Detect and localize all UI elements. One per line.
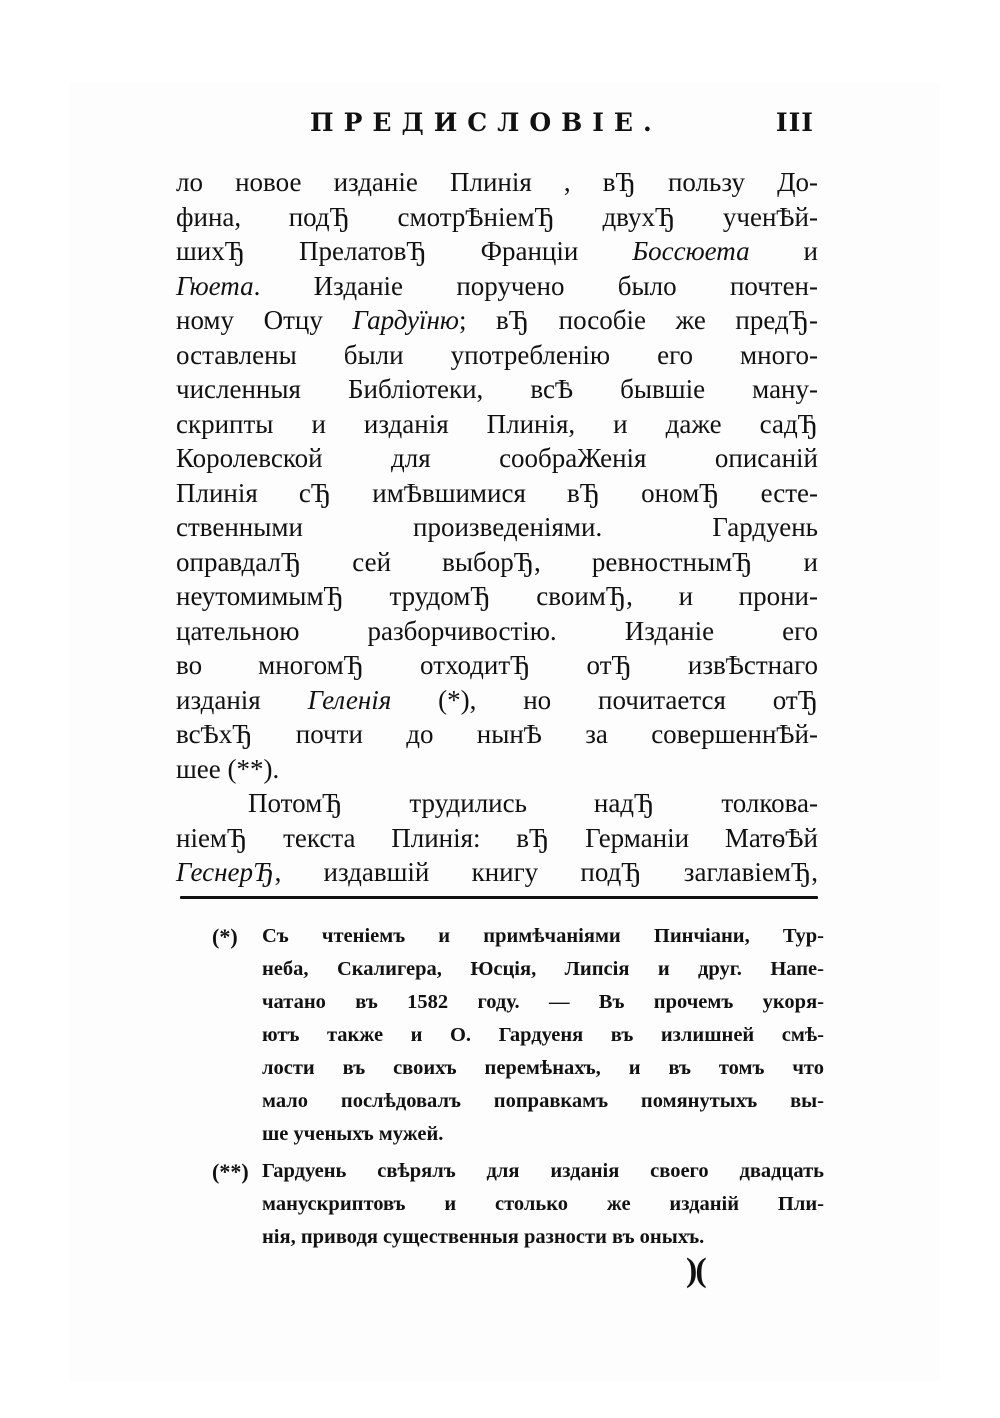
text-line: шихЂ ПрелатовЂ Франціи Боссюета и bbox=[176, 236, 818, 266]
text-line: оправдалЂ сей выборЂ, ревностнымЂ и bbox=[176, 546, 818, 577]
italic-name: ГеснерЂ bbox=[176, 857, 275, 887]
text-line: Плинія сЂ имѢвшимися вЂ ономЂ есте- bbox=[176, 477, 818, 508]
end-ornament: )( bbox=[686, 1252, 705, 1289]
italic-name: Геленія bbox=[307, 684, 392, 715]
footnote-line: Гардуень свѣрялъ для изданія своего двадцать bbox=[262, 1160, 824, 1182]
running-title: ПРЕДИСЛОВІЕ. bbox=[310, 108, 662, 137]
text-line: ГеснерЂ, издавшій книгу подЂ заглавіемЂ, bbox=[176, 857, 818, 887]
footnote-line: ше ученыхъ мужей. bbox=[262, 1123, 444, 1145]
text-line: фина, подЂ смотрѢніемЂ двухЂ ученѢй- bbox=[176, 201, 818, 232]
footnote-marker: (*) bbox=[212, 924, 238, 949]
text-line: Королевской для сообраЖенія описаній bbox=[176, 443, 818, 473]
footnote-line: мало послѣдовалъ поправкамъ помянутыхъ вы- bbox=[262, 1090, 824, 1112]
footnote-2 bbox=[212, 1155, 824, 1254]
text-line: ному Отцу Гардуïню; вЂ пособіе же предЂ- bbox=[176, 305, 818, 335]
page-number: III bbox=[775, 108, 814, 137]
footnote-separator-rule bbox=[180, 896, 818, 899]
text-line: численныя Библіотеки, всѢ бывшіе ману- bbox=[176, 374, 818, 404]
footnote-marker: (**) bbox=[212, 1159, 249, 1184]
footnote-line: нія, приводя существенныя разности въ оныхъ. bbox=[262, 1226, 705, 1248]
text-line: скрипты и изданія Плинія, и даже садЂ bbox=[176, 408, 818, 439]
text-line: цательною разборчивостію. Изданіе его bbox=[176, 615, 818, 646]
footnote-line: манускриптовъ и столько же изданій Пли- bbox=[262, 1193, 824, 1215]
footnote-line: чатано въ 1582 году. — Въ прочемъ укоря- bbox=[262, 991, 824, 1013]
footnote-line: лости въ своихъ перемѣнахъ, и въ томъ что bbox=[262, 1057, 824, 1079]
text-line: шее (**). bbox=[176, 753, 280, 784]
footnote-line: неба, Скалигера, Юсція, Липсія и друг. Напе- bbox=[262, 958, 824, 980]
footnote-line: Съ чтеніемъ и примѣчаніями Пинчіани, Тур- bbox=[262, 925, 824, 947]
text-line: изданія Геленія (*), но почитается отЂ bbox=[176, 684, 818, 715]
running-head bbox=[170, 108, 820, 148]
text-line: ственными произведеніями. Гардуень bbox=[176, 512, 818, 542]
text-line: всѢхЂ почти до нынѢ за совершеннѢй- bbox=[176, 719, 818, 749]
italic-name: Боссюета bbox=[632, 236, 750, 266]
text-line: неутомимымЂ трудомЂ своимЂ, и прони- bbox=[176, 581, 818, 611]
body-text bbox=[176, 165, 818, 890]
paragraph-start-line: ПотомЂ трудились надЂ толкова- bbox=[248, 788, 818, 818]
footnote-line: ютъ также и О. Гардуеня въ излишней смѣ- bbox=[262, 1024, 824, 1046]
footnote-1 bbox=[212, 920, 824, 1151]
footnotes bbox=[212, 920, 824, 1258]
italic-name: Гюета bbox=[176, 270, 254, 301]
text-line: ло новое изданіе Плинія , вЂ пользу До- bbox=[176, 167, 818, 197]
italic-name: Гардуïню bbox=[352, 305, 459, 335]
text-line: оставлены были употребленію его много- bbox=[176, 339, 818, 370]
text-line: во многомЂ отходитЂ отЂ извѢстнаго bbox=[176, 650, 818, 680]
text-line: Гюета. Изданіе поручено было почтен- bbox=[176, 270, 818, 301]
text-line: ніемЂ текста Плинія: вЂ Германіи МатѳѢй bbox=[176, 822, 818, 853]
